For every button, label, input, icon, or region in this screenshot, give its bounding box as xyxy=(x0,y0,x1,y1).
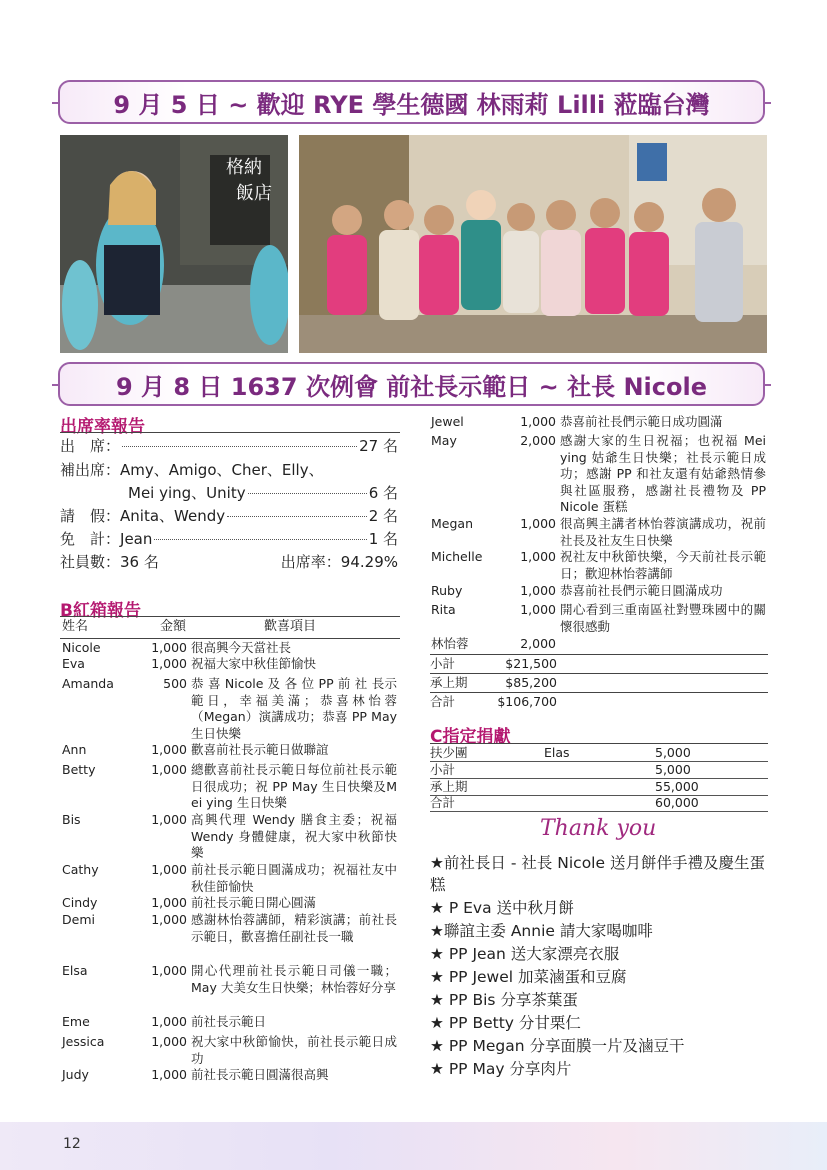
redbox-row-name: Nicole xyxy=(62,640,101,655)
thanks-item: ★ PP May 分享肉片 xyxy=(430,1060,572,1078)
redbox-row-amount: 1,000 xyxy=(520,583,556,598)
redbox-row-text: 恭 喜 Nicole 及 各 位 PP 前 社 長示範日，幸福美滿；恭喜林怡蓉（Megan）演講成功；恭喜 PP May 生日快樂 xyxy=(191,676,397,741)
redbox-row-amount: 1,000 xyxy=(151,862,187,877)
header-name: 姓名 xyxy=(62,619,89,634)
thanks-item: ★前社長日 - 社長 Nicole 送月餅伴手禮及慶生蛋糕 xyxy=(430,854,765,894)
thanks-item: ★ PP Jean 送大家漂亮衣服 xyxy=(430,945,620,963)
redbox-row-name: Rita xyxy=(431,602,456,617)
redbox-row-amount: 2,000 xyxy=(520,433,556,448)
redbox-header xyxy=(62,619,398,636)
makeup-names-1: Amy、Amigo、Cher、Elly、 xyxy=(120,461,324,479)
photo-airport-welcome-art xyxy=(60,135,288,353)
donation-title: C指定捐獻 xyxy=(430,727,511,747)
exempt-label: 免 計： xyxy=(60,530,121,548)
makeup-label: 補出席： xyxy=(60,461,121,479)
redbox-row-text: 祝福大家中秋佳節愉快 xyxy=(191,656,317,671)
redbox-row-text: 開心代理前社長示範日司儀一職；May 大美女生日快樂；林怡蓉好分享 xyxy=(191,963,397,995)
redbox-prev-row xyxy=(430,675,768,692)
redbox-row-name: May xyxy=(431,433,457,448)
total-label: 合計 xyxy=(430,694,456,709)
attendance-summary-row xyxy=(60,551,398,572)
donation-amount: 55,000 xyxy=(655,779,699,794)
redbox-row-text: 歡喜前社長示範日做聯誼 xyxy=(191,742,329,757)
donation-label: 承上期 xyxy=(430,779,468,794)
redbox-top-rule xyxy=(60,616,400,617)
prev-label: 承上期 xyxy=(430,675,468,690)
dot-leader xyxy=(154,539,366,540)
redbox-row-name: Jewel xyxy=(431,414,464,429)
svg-text:飯店: 飯店 xyxy=(236,183,272,204)
subtotal-label: 小計 xyxy=(430,656,456,671)
makeup-names-2: Mei ying、Unity xyxy=(128,484,246,502)
redbox-row-amount: 1,000 xyxy=(151,1034,187,1049)
redbox-row-text: 前社長示範日開心圓滿 xyxy=(191,895,317,910)
attendance-rule xyxy=(60,432,400,433)
makeup-value: 6 名 xyxy=(368,484,398,502)
redbox-header-rule xyxy=(60,638,400,639)
redbox-row-text: 很高興主講者林怡蓉演講成功，祝前社長及社友生日快樂 xyxy=(560,516,766,548)
redbox-row-name: Ann xyxy=(62,742,87,757)
redbox-row-amount: 1,000 xyxy=(151,895,187,910)
dot-leader xyxy=(248,493,367,494)
redbox-row-amount: 1,000 xyxy=(151,640,187,655)
redbox-row-text: 總歡喜前社長示範日每位前社長示範日很成功；祝 PP May 生日快樂及M ei ying 生日快樂 xyxy=(191,762,397,810)
redbox-row-text: 祝大家中秋節愉快，前社長示範日成功 xyxy=(191,1034,397,1066)
donation-amount: 5,000 xyxy=(655,762,691,777)
event-banner-rye xyxy=(58,80,765,124)
redbox-row-text: 開心看到三重南區社對豐珠國中的關懷很感動 xyxy=(560,602,766,634)
redbox-row-amount: 1,000 xyxy=(151,762,187,777)
redbox-row-name: Ruby xyxy=(431,583,463,598)
redbox-row-name: Amanda xyxy=(62,676,114,691)
photo-airport-welcome xyxy=(60,135,288,353)
donation-top-rule xyxy=(430,743,768,744)
redbox-row-name: Bis xyxy=(62,812,81,827)
redbox-row-amount: 1,000 xyxy=(520,602,556,617)
redbox-row-text: 前社長示範日圓滿成功；祝福社友中秋佳節愉快 xyxy=(191,862,397,894)
redbox-row-text: 祝社友中秋節快樂，今天前社長示範日；歡迎林怡蓉講師 xyxy=(560,549,766,581)
attendance-exempt-row xyxy=(60,528,398,549)
present-value: 27 名 xyxy=(359,437,398,455)
redbox-row-name: Megan xyxy=(431,516,473,531)
rule xyxy=(430,673,768,674)
thanks-item: ★ PP Jewel 加菜滷蛋和豆腐 xyxy=(430,968,627,986)
exempt-value: 1 名 xyxy=(368,530,398,548)
redbox-row-text: 感謝林怡蓉講師，精彩演講；前社長示範日，歡喜擔任副社長一職 xyxy=(191,912,397,944)
redbox-row-text: 恭喜前社長們示範日成功圓滿 xyxy=(560,414,723,429)
footer-band xyxy=(0,1122,827,1170)
attendance-title: 出席率報告 xyxy=(60,417,145,437)
redbox-row-amount: 1,000 xyxy=(151,656,187,671)
redbox-row-name: Elsa xyxy=(62,963,88,978)
redbox-row-amount: 2,000 xyxy=(520,636,556,651)
redbox-row-name: Jessica xyxy=(62,1034,105,1049)
header-item: 歡喜項目 xyxy=(264,619,317,634)
donation-amount: 60,000 xyxy=(655,795,699,810)
dot-leader xyxy=(122,446,357,447)
redbox-subtotal-rule xyxy=(430,654,768,655)
redbox-row-name: 林怡蓉 xyxy=(431,636,469,651)
total-value: $106,700 xyxy=(497,694,557,709)
dot-leader xyxy=(227,516,367,517)
redbox-row-name: Cathy xyxy=(62,862,99,877)
redbox-row-text: 高興代理 Wendy 膳食主委；祝福 Wendy 身體健康，祝大家中秋節快樂 xyxy=(191,812,397,860)
redbox-row-name: Eva xyxy=(62,656,85,671)
redbox-row-text: 感謝大家的生日祝福；也祝福 Mei ying 姑爺生日快樂；社長示範日成功；感謝 PP 和社友還有姑爺熱情參與社區服務，感謝社長禮物及 PP Nicole 蛋糕 xyxy=(560,433,766,514)
redbox-row-amount: 1,000 xyxy=(151,1067,187,1082)
redbox-row-amount: 1,000 xyxy=(520,414,556,429)
subtotal-value: $21,500 xyxy=(505,656,557,671)
donation-label: 扶少團 xyxy=(430,745,468,760)
redbox-row-name: Judy xyxy=(62,1067,89,1082)
redbox-row-name: Eme xyxy=(62,1014,90,1029)
redbox-row-text: 恭喜前社長們示範日圓滿成功 xyxy=(560,583,723,598)
redbox-row-name: Michelle xyxy=(431,549,483,564)
leave-label: 請 假： xyxy=(60,507,121,525)
header-amount: 金額 xyxy=(160,619,187,634)
meeting-banner xyxy=(58,362,765,406)
exempt-names: Jean xyxy=(120,530,153,548)
attendance-makeup-row-2 xyxy=(128,482,398,503)
donation-label: 合計 xyxy=(430,795,456,810)
rule xyxy=(430,692,768,693)
redbox-row-text: 前社長示範日 xyxy=(191,1014,267,1029)
thanks-item: ★ PP Betty 分甘栗仁 xyxy=(430,1014,581,1032)
donation-row xyxy=(430,795,768,812)
photo-group-art xyxy=(299,135,767,353)
meeting-banner-text: 9 月 8 日 1637 次例會 前社長示範日 ~ 社長 Nicole xyxy=(115,372,708,401)
thanks-item: ★ PP Megan 分享面膜一片及滷豆干 xyxy=(430,1037,685,1055)
redbox-row-amount: 1,000 xyxy=(151,812,187,827)
redbox-row-amount: 500 xyxy=(163,676,187,691)
donation-label: 小計 xyxy=(430,762,456,777)
photo-group xyxy=(299,135,767,353)
redbox-row-amount: 1,000 xyxy=(520,516,556,531)
redbox-row-text: 前社長示範日圓滿很高興 xyxy=(191,1067,329,1082)
attendance-makeup-row-1 xyxy=(60,459,398,480)
redbox-row-text: 很高興今天當社長 xyxy=(191,640,292,655)
redbox-total-row xyxy=(430,694,768,711)
donation-row xyxy=(430,745,768,762)
thanks-item: ★ P Eva 送中秋月餅 xyxy=(430,899,574,917)
page-number: 12 xyxy=(63,1136,81,1152)
redbox-row-amount: 1,000 xyxy=(520,549,556,564)
hotel-sign-text: 格納 xyxy=(226,157,262,178)
redbox-row-amount: 1,000 xyxy=(151,963,187,978)
redbox-row-name: Demi xyxy=(62,912,95,927)
member-count: 社員數：36 名 xyxy=(60,553,159,571)
redbox-row-amount: 1,000 xyxy=(151,742,187,757)
redbox-subtotal-row xyxy=(430,656,768,673)
thank-you-title: Thank you xyxy=(540,816,657,841)
redbox-row-name: Cindy xyxy=(62,895,98,910)
thanks-item: ★聯誼主委 Annie 請大家喝咖啡 xyxy=(430,922,653,940)
redbox-row-amount: 1,000 xyxy=(151,1014,187,1029)
leave-names: Anita、Wendy xyxy=(120,507,226,525)
attendance-leave-row xyxy=(60,505,398,526)
present-label: 出 席： xyxy=(60,437,121,455)
redbox-row-amount: 1,000 xyxy=(151,912,187,927)
prev-value: $85,200 xyxy=(505,675,557,690)
donation-name: Elas xyxy=(544,745,570,760)
attendance-present-row xyxy=(60,435,398,456)
redbox-row-name: Betty xyxy=(62,762,96,777)
redbox-title: B紅箱報告 xyxy=(60,601,141,621)
attendance-rate: 出席率：94.29% xyxy=(280,553,398,571)
donation-row xyxy=(430,762,768,779)
leave-value: 2 名 xyxy=(368,507,398,525)
event-banner-rye-text: 9 月 5 日 ~ 歡迎 RYE 學生德國 林雨莉 Lilli 蒞臨台灣 xyxy=(113,90,710,119)
donation-row xyxy=(430,779,768,796)
thanks-item: ★ PP Bis 分享茶葉蛋 xyxy=(430,991,578,1009)
donation-amount: 5,000 xyxy=(655,745,691,760)
